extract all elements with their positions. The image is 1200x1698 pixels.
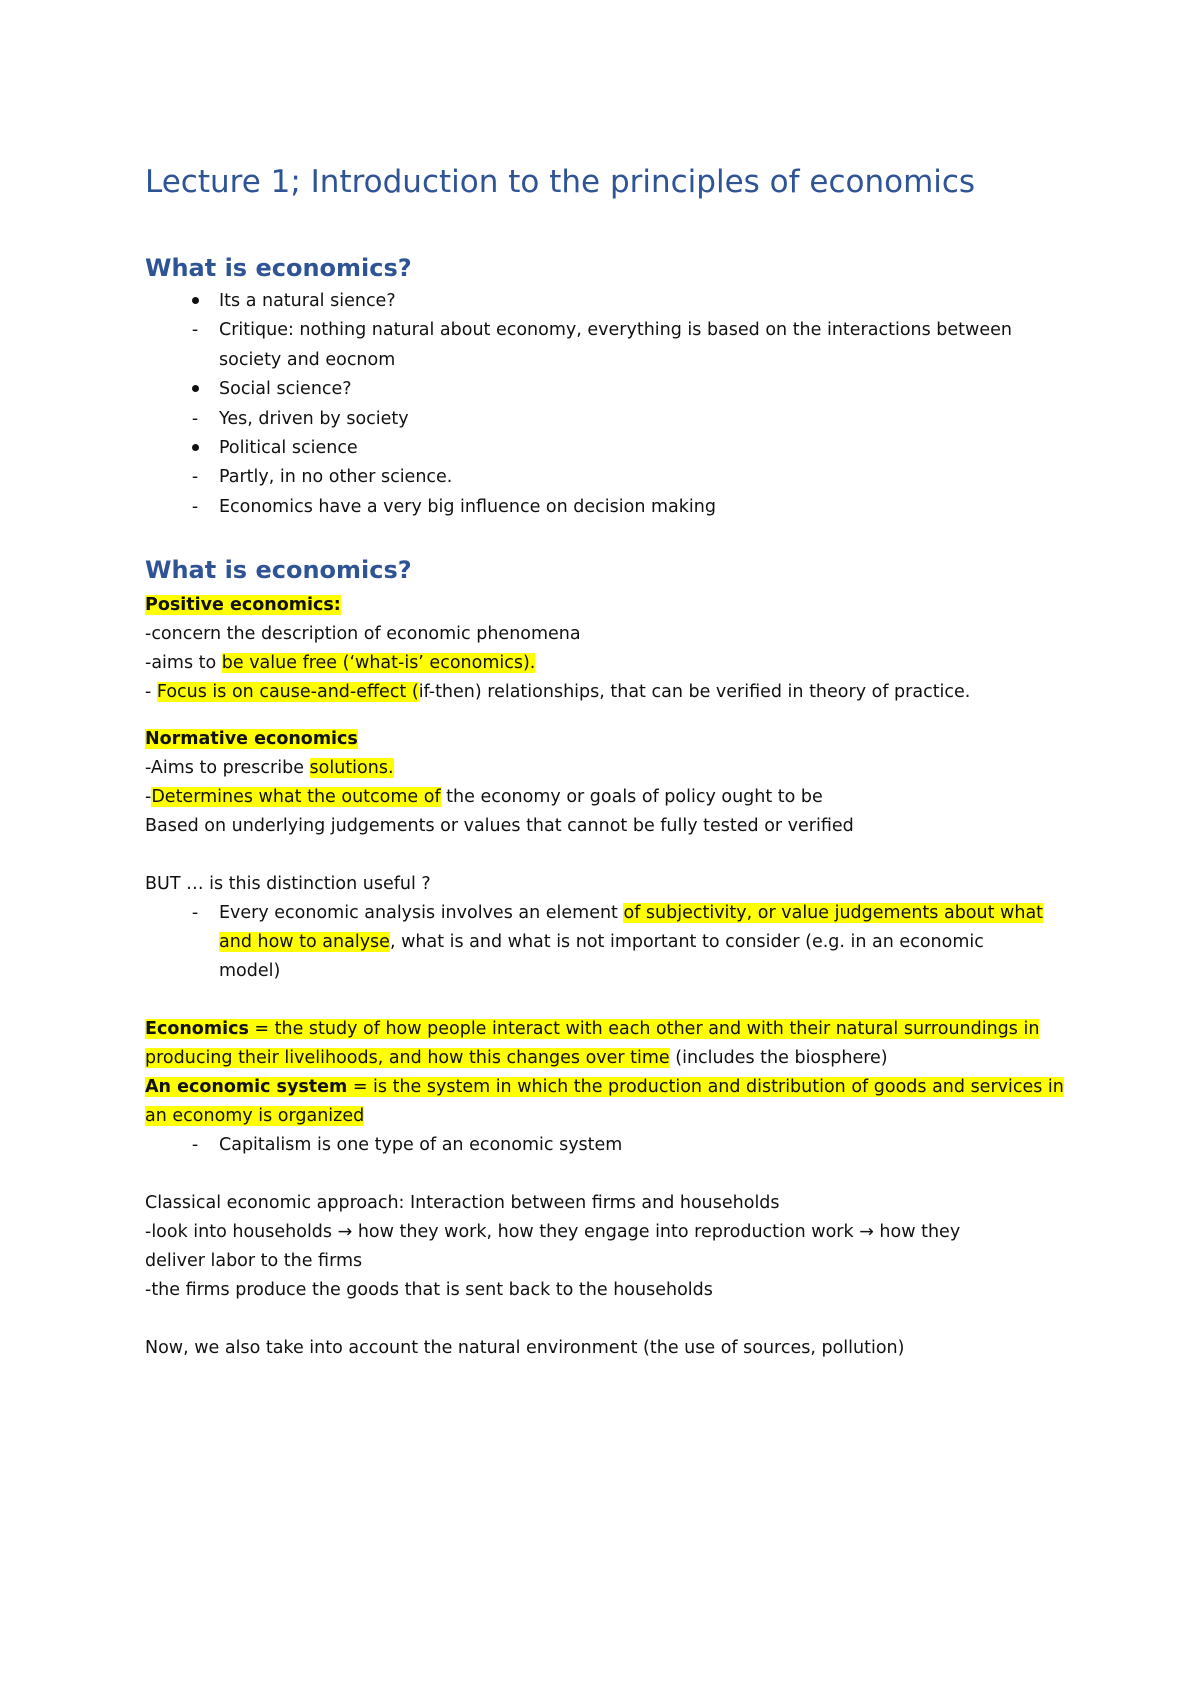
list-item-text: Economics have a very big influence on decision making bbox=[219, 496, 716, 517]
list-item-text: Political science bbox=[219, 438, 358, 458]
natural-environment-line: Now, we also take into account the natural environment (the use of sources, pollution) bbox=[145, 1338, 905, 1358]
classical-approach-line-3: deliver labor to the firms bbox=[145, 1251, 363, 1271]
normative-economics-line-1: -Aims to prescribe solutions. bbox=[145, 758, 394, 778]
bullet-icon bbox=[185, 436, 205, 460]
section-heading-what-is-economics-2: What is economics? bbox=[145, 556, 412, 584]
page-title: Lecture 1; Introduction to the principles of economics bbox=[145, 164, 976, 200]
definition-economic-system-line-2: an economy is organized bbox=[145, 1106, 365, 1126]
list-item-text: Yes, driven by society bbox=[219, 408, 409, 429]
definition-economic-system-line-1: An economic system = is the system in which the production and distribution of goods and services in bbox=[145, 1077, 1064, 1097]
definition-economics-line-2: producing their livelihoods, and how this changes over time (includes the biosphere) bbox=[145, 1048, 888, 1068]
classical-approach-line-4: -the firms produce the goods that is sent back to the households bbox=[145, 1280, 713, 1300]
normative-economics-heading: Normative economics bbox=[145, 729, 358, 749]
document-page: Lecture 1; Introduction to the principles of economics What is economics? Its a natural sience? - Critique: nothing natural about economy, everything is based on the interactions between society and eocnom Social science? - Yes, driven by society Political science - Partly, in no other science. - Economics have a very big influence on decision making What is economics? Positive economics: -concern the description of economic phenomena -aims to be value free (‘what-is’ economics). - Focus is on cause-and-effect (if-then) relationships, that can be verified in theory of practice. Normative economics -Aims to prescribe solutions. -Determines what the outcome of the economy or goals of policy ought to be Based on underlying judgements or values that cannot be fully tested or verified BUT … is this distinction useful ? - Every economic analysis involves an element of subjectivity, or value judgements about what and how to analyse, what is and what is not important to consider (e.g. in an economic model) Economics = the study of how people interact with each other and with their natural surroundings in producing their livelihoods, and how this changes over time (includes the biosphere) An economic system = is the system in which the production and distribution of goods and services in an economy is organized - Capitalism is one type of an economic system Classical economic approach: Interaction between firms and households -look into households → how they work, how they engage into reproduction work → how they deliver labor to the firms -the firms produce the goods that is sent back to the households Now, we also take into account the natural environment (the use of sources, pollution) bbox=[145, 164, 1064, 1358]
positive-economics-line-2: -aims to be value free (‘what-is’ economics). bbox=[145, 653, 536, 673]
arrow-right-icon: → bbox=[337, 1222, 353, 1242]
positive-economics-line-1: -concern the description of economic phenomena bbox=[145, 624, 581, 644]
list-item-text: Social science? bbox=[219, 379, 352, 400]
positive-economics-heading: Positive economics: bbox=[145, 595, 341, 615]
list-item-text: society and eocnom bbox=[219, 349, 396, 370]
list-item-text: Its a natural sience? bbox=[219, 291, 396, 311]
dash-marker: - bbox=[191, 1135, 199, 1155]
but-question-line: BUT … is this distinction useful ? bbox=[145, 874, 431, 894]
dash-marker: - bbox=[191, 903, 199, 923]
arrow-right-icon: → bbox=[859, 1222, 874, 1242]
normative-economics-line-3: Based on underlying judgements or values that cannot be fully tested or verified bbox=[145, 816, 854, 836]
classical-approach-line-1: Classical economic approach: Interaction between firms and households bbox=[145, 1193, 780, 1213]
dash-marker: - bbox=[191, 408, 199, 429]
dash-marker: - bbox=[191, 467, 199, 488]
list-item-text: Partly, in no other science. bbox=[219, 467, 453, 488]
dash-marker: - bbox=[191, 320, 199, 341]
definition-economics-line-1: Economics = the study of how people interact with each other and with their natural surroundings in bbox=[145, 1019, 1040, 1039]
positive-economics-line-3: - Focus is on cause-and-effect (if-then) relationships, that can be verified in theory of practice. bbox=[145, 682, 971, 702]
list-item-text: Critique: nothing natural about economy, everything is based on the interactions between bbox=[219, 320, 1012, 341]
bullet-icon bbox=[185, 289, 205, 313]
classical-approach-line-2: -look into households → how they work, how they engage into reproduction work → how they bbox=[145, 1222, 961, 1242]
bullet-icon bbox=[185, 377, 205, 401]
section-heading-what-is-economics-1: What is economics? bbox=[145, 254, 412, 282]
normative-economics-line-2: -Determines what the outcome of the economy or goals of policy ought to be bbox=[145, 787, 823, 807]
dash-marker: - bbox=[191, 496, 199, 517]
